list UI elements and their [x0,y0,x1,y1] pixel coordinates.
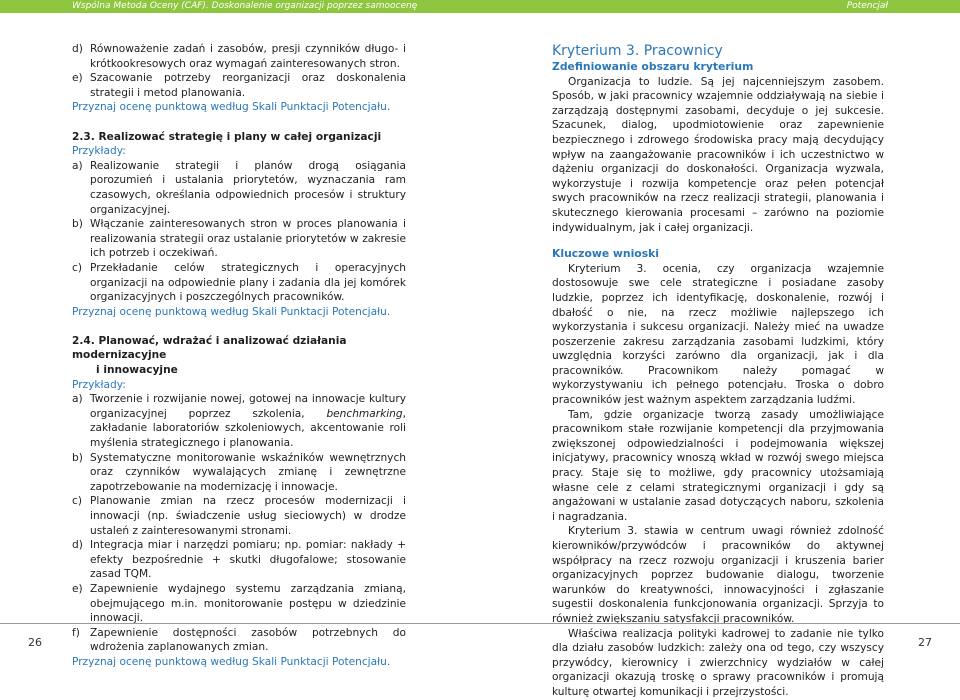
list-item: c) Przekładanie celów strategicznych i operacyjnych organizacji na odpowiednie plany i zadania dla jej komórek organizacyjnych i poszczególnych pracowników. [72,261,406,304]
paragraph: Kryterium 3. stawia w centrum uwagi również zdolność kierowników/przywódców i pracowników do aktywnej współpracy na rzecz rozwoju organizacji i kruszenia barier organizacyjnych poprzez budowanie dialogu, tworzenie warunków do kreatywności, innowacyjności i zgłaszanie sugestii doskonalenia funkcjonowania organizacji. Sprzyja to również zwiększaniu satysfakcji pracowników. [552,525,884,625]
list-item: e) Szacowanie potrzeby reorganizacji oraz doskonalenia strategii i metod planowania. [72,72,406,99]
examples-list [72,159,406,305]
section-heading: 2.4. Planować, wdrażać i analizować działania modernizacyjne [72,334,347,362]
page-number-left: 26 [28,636,42,649]
list-item: d) Integracja miar i narzędzi pomiaru; np. pomiar: nakłady + efekty bezpośrednie + skutki długofalowe; stosowanie zasad TQM. [72,539,406,581]
paragraph: Tam, gdzie organizacje tworzą zasady umożliwiające pracownikom stałe rozwijanie kompetencji dla przyjmowania zwiększonej odpowiedzialności i podejmowania większej inicjatywy, pracownicy wnoszą wkład w rozwój swego miejsca pracy. Staje się to możliwe, gdy pracownicy utożsamiają własne cele z celami strategicznymi organizacji i gdy są angażowani w ustalanie zasad dotyczących naboru, szkolenia i nagradzania. [552,408,884,523]
paragraph: Właściwa realizacja polityki kadrowej to zadanie nie tylko dla działu zasobów ludzkich: zależy ona od tego, czy wszyscy przywódcy, kierownicy i zwierzchnicy wydziałów w całej organizacji okazują troskę o sprawy pracowników i promują kulturę otwartej komunikacji i przejrzystości. [552,627,884,698]
section-heading: 2.3. Realizować strategię i plany w całej organizacji [72,130,382,143]
paragraph: Organizacja to ludzie. Są jej najcenniejszym zasobem. Sposób, w jaki pracownicy wzajemnie oddziaływają na siebie i zarządzają dostępnymi zasobami, decyduje o jej sukcesie. Szacunek, dialog, upodmiotowienie oraz zapewnienie bezpiecznego i zdrowego środowiska pracy mają decydujący wpływ na zaangażowanie pracowników i ich uczestnictwo w dążeniu organizacji do doskonałości. Organizacja wyzwala, wykorzystuje i rozwija kompetencje oraz pełen potencjał swych pracowników na rzecz realizacji strategii, planowania i skutecznego kierowania procesami – zarówno na poziomie indywidualnym, jak i całej organizacji. [552,75,884,234]
header-bar [0,0,960,13]
list-item: e) Zapewnienie wydajnego systemu zarządzania zmianą, obejmującego m.in. monitorowanie postępu w dziedzinie innowacji. [72,582,406,625]
rating-instruction: Przyznaj ocenę punktową według Skali Punktacji Potencjału. [72,305,391,318]
examples-label: Przykłady: [72,145,126,158]
footer [0,623,960,650]
left-column [72,42,406,670]
list-item: c) Planowanie zmian na rzecz procesów modernizacji i innowacji (np. świadczenie usług sieciowych) w drodze ustaleń z zainteresowanymi stronami. [72,495,406,537]
list-item: b) Systematyczne monitorowanie wskaźników wewnętrznych oraz czynników wywalających zmianę i zewnętrzne zapotrzebowanie na modernizację i innowacje. [72,451,406,493]
list-item: a) Tworzenie i rozwijanie nowej, gotowej na innowacje kultury organizacyjnej poprzez szkolenia, benchmarking, zakładanie laboratoriów szkoleniowych, akcentowanie roli myślenia strategicznego i planowania. [72,393,406,450]
examples-label: Przykłady: [72,378,126,391]
rating-instruction: Przyznaj ocenę punktową według Skali Punktacji Potencjału. [72,655,391,668]
criterion-title: Kryterium 3. Pracownicy [552,43,723,59]
subheading: Kluczowe wnioski [552,247,659,261]
right-column [552,42,884,700]
list-item: a) Realizowanie strategii i planów drogą osiągania porozumień i ustalania priorytetów, wyznaczania ram czasowych, określania odpowiednich procesów i struktury organizacyjnej. [72,159,406,216]
running-header-right: Potencjał [846,1,888,11]
page-number-right: 27 [918,636,932,649]
list-item: f) Zapewnienie dostępności zasobów potrzebnych do wdrożenia zaplanowanych zmian. [72,626,406,654]
running-header-left: Wspólna Metoda Oceny (CAF). Doskonalenie organizacji poprzez samoocenę [72,1,418,11]
list-item: b) Włączanie zainteresowanych stron w proces planowania i realizowania strategii oraz ustalanie priorytetów w zakresie ich potrzeb i oczekiwań. [72,218,406,260]
paragraph: Kryterium 3. ocenia, czy organizacja wzajemnie dostosowuje swe cele strategiczne i posiadane zasoby ludzkie, poprzez ich identyfikację, doskonalenie, rozwój i dbałość o nie, na rzecz możliwie najlepszego ich wykorzystania i sukcesu organizacji. Należy mieć na uwadze poszerzenie zakresu zarządzania zasobami ludzkimi, który uwzględnia korzyści zarówno dla organizacji, jak i dla pracowników. Pracownikom należy pomagać w wykorzystywaniu ich pełnego potencjału. Troska o dobro pracowników jest ważnym aspektem zarządzania ludźmi. [552,262,884,407]
subheading: Zdefiniowanie obszaru kryterium [552,60,754,73]
list-item: d) Równoważenie zadań i zasobów, presji czynników długo- i krótkookresowych oraz wymagań zainteresowanych stron. [72,43,406,70]
rating-instruction: Przyznaj ocenę punktową według Skali Punktacji Potencjału. [72,101,391,114]
section-heading-continued: i innowacyjne [96,364,178,377]
